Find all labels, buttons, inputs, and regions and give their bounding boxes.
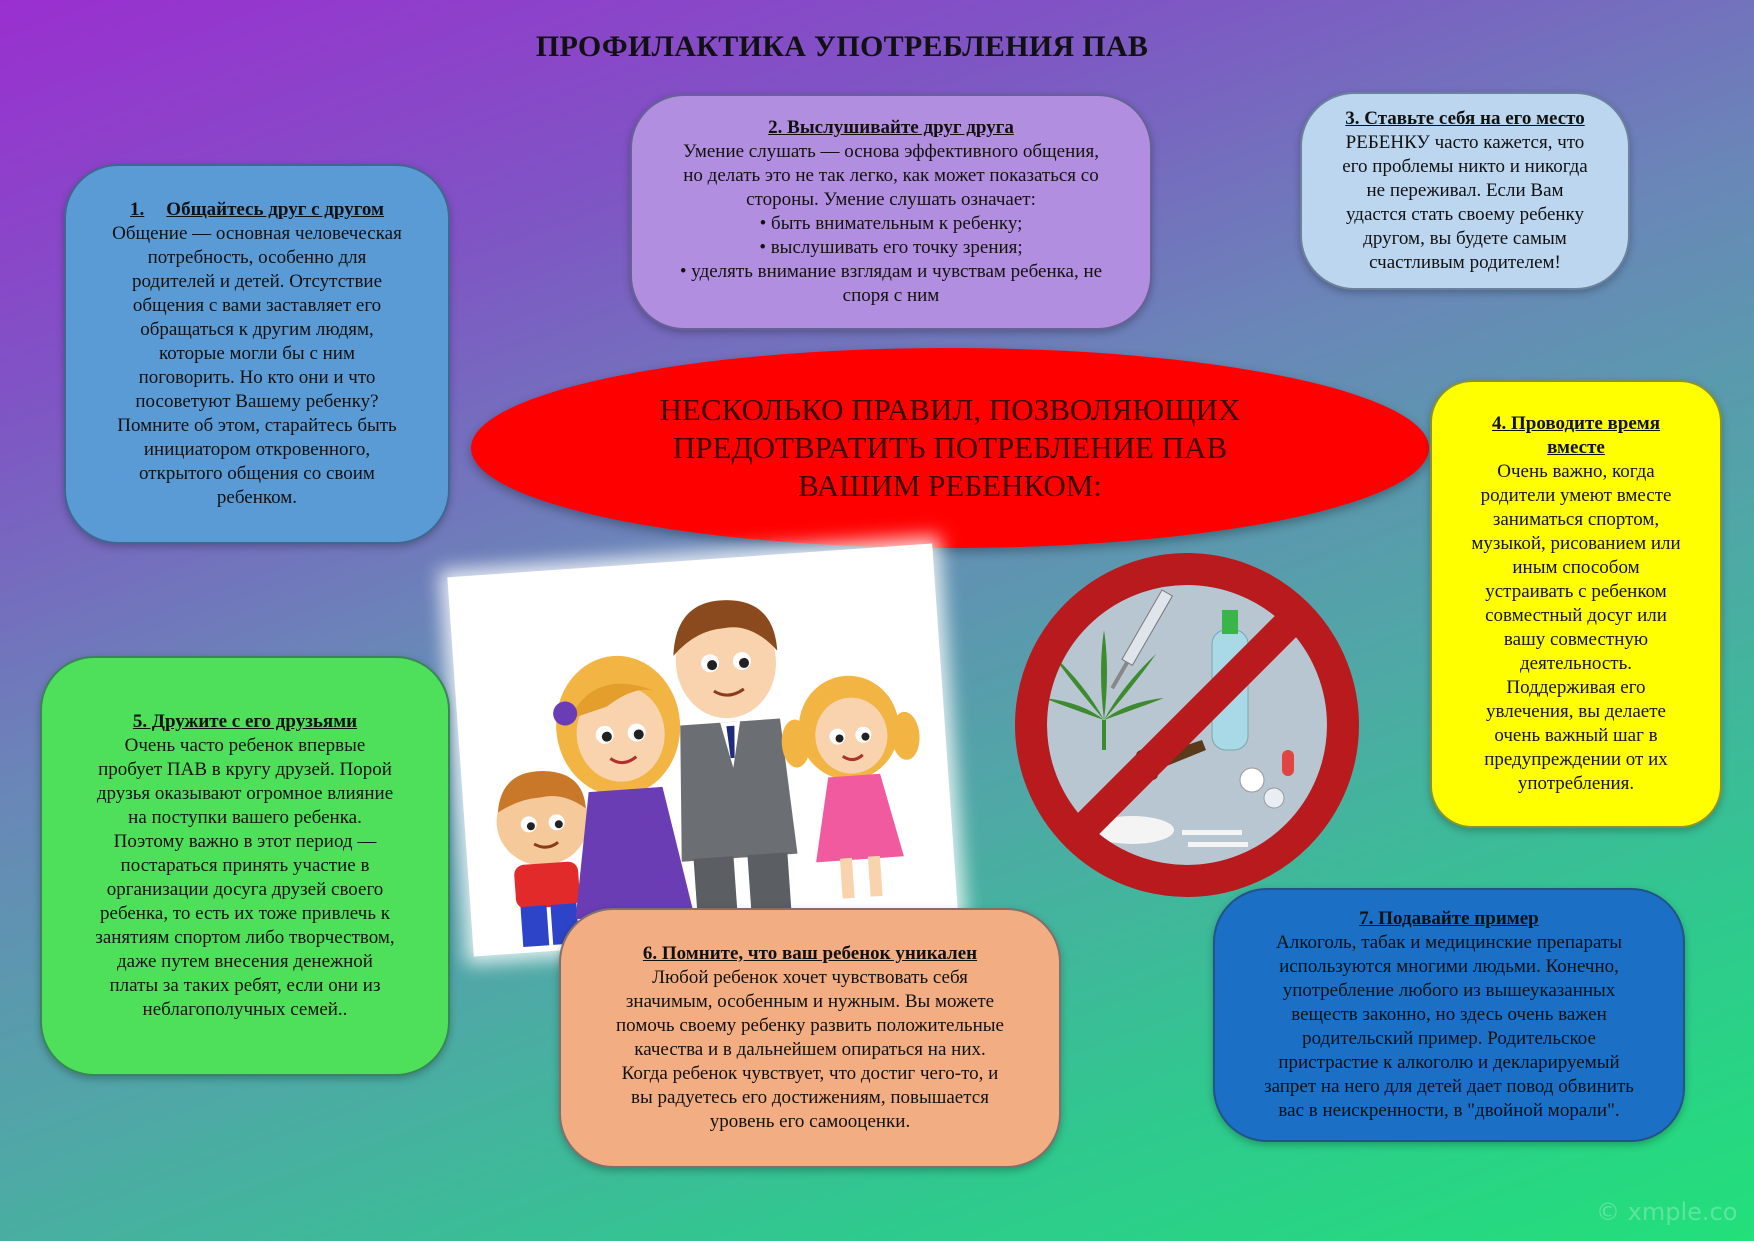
rule-5-line: друзья оказывают огромное влияние [96,783,394,804]
rule-6-line: Когда ребенок чувствует, что достиг чего-то, и [621,1063,999,1084]
rule-4-heading: вместе [1547,437,1605,458]
rule-2-heading: 2. Выслушивайте друг друга [768,117,1014,138]
watermark: © xmple.co [1596,1198,1738,1226]
rule-5-line: постараться принять участие в [120,855,370,876]
rule-7-line: используются многими людьми. Конечно, [1279,956,1619,977]
rule-6-line: качества и в дальнейшем опираться на них. [634,1039,986,1060]
rule-1-line: поговорить. Но кто они и что [138,367,376,388]
rule-5-line: Очень часто ребенок впервые [124,735,366,756]
rule-4-line: Очень важно, когда [1497,461,1655,482]
rule-5-line: платы за таких ребят, если они из [109,975,381,996]
no-drugs-sign [1012,550,1362,900]
rule-5-line: организации досуга друзей своего [106,879,384,900]
rule-1-card [64,164,450,544]
rule-5-heading: 5. Дружите с его друзьями [132,711,358,732]
rule-1-line: открытого общения со своим [139,463,375,484]
rule-6-line: уровень его самооценки. [709,1111,911,1132]
rule-6-line: вы радуетесь его достижениям, повышается [631,1087,989,1108]
rule-5-line: даже путем внесения денежной [117,951,373,972]
main-heading-line: ВАШИМ РЕБЕНКОМ: [798,468,1102,503]
rule-2-line: • выслушивать его точку зрения; [759,237,1023,258]
rule-4-line: иным способом [1512,557,1640,578]
rule-1-line: посоветуют Вашему ребенку? [135,391,379,412]
rule-5-line: на поступки вашего ребенка. [128,807,362,828]
rule-4-line: заниматься спортом, [1492,509,1660,530]
rule-7-line: пристрастие к алкоголю и декларируемый [1278,1052,1620,1073]
rule-5-line: пробует ПАВ в кругу друзей. Порой [98,759,392,780]
rule-7-line: Алкоголь, табак и медицинские препараты [1276,932,1622,953]
rule-7-line: употребление любого из вышеуказанных [1282,980,1616,1001]
rule-1-line: потребность, особенно для [147,247,367,268]
rule-2-card [630,94,1152,330]
rule-4-line: родители умеют вместе [1480,485,1672,506]
rule-3-heading: 3. Ставьте себя на его место [1345,108,1585,129]
rule-2-line: стороны. Умение слушать означает: [746,189,1036,210]
rule-6-line: Любой ребенок хочет чувствовать себя [652,967,968,988]
rule-1-line: Помните об этом, старайтесь быть [117,415,397,436]
rule-5-line: занятиям спортом либо творчеством, [95,927,395,948]
rule-7-line: веществ законно, но здесь очень важен [1291,1004,1607,1025]
rule-4-line: совместный досуг или [1485,605,1667,626]
rule-3-line: его проблемы никто и никогда [1342,156,1588,177]
rule-2-line: но делать это не так легко, как может показаться со [683,165,1099,186]
rule-3-card [1300,92,1630,290]
rule-2-line: споря с ним [842,285,940,306]
rule-2-line: Умение слушать — основа эффективного общения, [683,141,1099,162]
rule-3-line: не переживал. Если Вам [1366,180,1564,201]
rule-3-line: другом, вы будете самым [1363,228,1567,249]
rule-6-line: значимым, особенным и нужным. Вы можете [625,991,995,1012]
rule-1-number: 1. [130,199,145,220]
rule-7-line: запрет на него для детей дает повод обвинить [1264,1076,1634,1097]
rule-7-line: вас в неискренности, в "двойной морали". [1278,1100,1620,1121]
rule-1-line: общения с вами заставляет его [132,295,382,316]
main-heading-oval [471,348,1429,548]
rule-1-heading-text: Общайтесь друг с другом [166,199,384,220]
rule-6-line: помочь своему ребенку развить положительные [616,1015,1004,1036]
rule-7-heading: 7. Подавайте пример [1359,908,1539,929]
page-title: ПРОФИЛАКТИКА УПОТРЕБЛЕНИЯ ПАВ [535,30,1149,63]
rule-3-line: счастливым родителем! [1369,252,1561,273]
rule-1-heading [88,198,426,222]
rule-5-line: Поэтому важно в этот период — [113,831,377,852]
rule-4-card [1430,380,1722,828]
rule-7-line: родительский пример. Родительское [1302,1028,1596,1049]
rule-4-line: употребления. [1517,773,1635,794]
rule-4-line: очень важный шаг в [1494,725,1658,746]
rule-5-card [40,656,450,1076]
rule-2-line: • быть внимательным к ребенку; [759,213,1023,234]
family-icon [447,544,958,957]
rule-1-line: обращаться к другим людям, [140,319,374,340]
rule-4-line: вашу совместную [1503,629,1649,650]
rule-2-line: • уделять внимание взглядам и чувствам ребенка, не [679,261,1103,282]
rule-5-line: неблагополучных семей.. [142,999,348,1020]
family-illustration [447,544,958,957]
rule-3-line: удастся стать своему ребенку [1345,204,1585,225]
rule-6-heading: 6. Помните, что ваш ребенок уникален [642,943,978,964]
rule-1-line: Общение — основная человеческая [112,223,402,244]
prohibition-icon [1012,550,1362,900]
main-heading-line: ПРЕДОТВРАТИТЬ ПОТРЕБЛЕНИЕ ПАВ [672,430,1228,465]
rule-4-heading: 4. Проводите время [1491,413,1660,434]
rule-5-line: ребенка, то есть их тоже привлечь к [100,903,390,924]
rule-7-card [1213,888,1685,1142]
main-heading-line: НЕСКОЛЬКО ПРАВИЛ, ПОЗВОЛЯЮЩИХ [659,392,1241,427]
rule-1-line: инициатором откровенного, [143,439,371,460]
rule-6-card [559,908,1061,1168]
rule-4-line: увлечения, вы делаете [1486,701,1666,722]
rule-1-line: родителей и детей. Отсутствие [131,271,383,292]
rule-1-line: ребенком. [216,487,298,508]
rule-4-line: предупреждении от их [1484,749,1668,770]
rule-4-line: устраивать с ребенком [1485,581,1667,602]
rule-3-line: РЕБЕНКУ часто кажется, что [1345,132,1585,153]
rule-4-line: деятельность. [1519,653,1632,674]
rule-1-line: которые могли бы с ним [159,343,355,364]
rule-4-line: Поддерживая его [1506,677,1646,698]
rule-4-line: музыкой, рисованием или [1471,533,1681,554]
